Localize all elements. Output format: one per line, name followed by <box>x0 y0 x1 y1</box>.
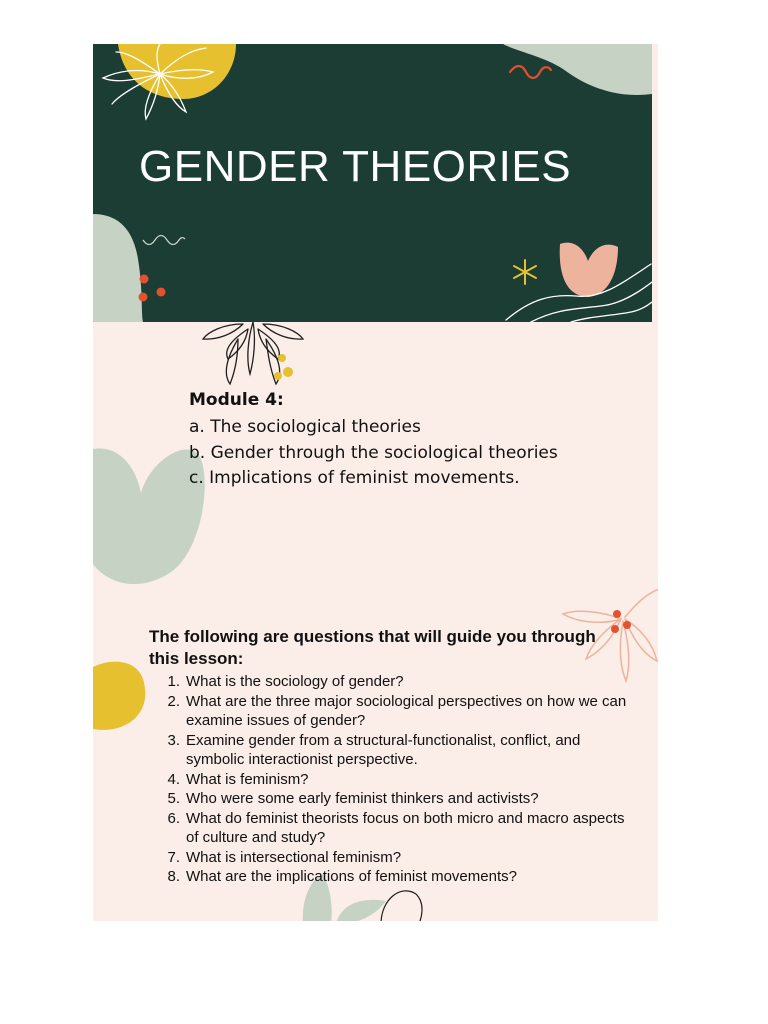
questions-intro: The following are questions that will guide you through this lesson: <box>149 627 596 668</box>
list-text: What do feminist theorists focus on both micro and macro aspects of culture and study? <box>186 809 625 846</box>
title-banner <box>93 44 652 322</box>
stem-lines-icon <box>501 254 652 322</box>
module-item: a. The sociological theories <box>189 417 421 437</box>
list-number: 7. <box>167 848 180 866</box>
list-item <box>149 867 629 887</box>
squiggle-icon <box>508 62 553 82</box>
list-number: 4. <box>167 770 180 788</box>
module-section <box>189 390 558 492</box>
wave-line-icon <box>141 234 186 248</box>
list-number: 2. <box>167 692 180 710</box>
list-item <box>149 692 629 731</box>
page-title: GENDER THEORIES <box>139 142 572 191</box>
list-number: 5. <box>167 790 180 807</box>
list-item <box>149 789 629 809</box>
list-item <box>149 672 629 692</box>
mustard-blob <box>93 659 148 734</box>
module-heading: Module 4: <box>189 390 284 410</box>
list-item <box>149 770 629 790</box>
list-text: What are the implications of feminist movements? <box>186 868 517 885</box>
list-text: What is intersectional feminism? <box>186 848 402 866</box>
list-text: What is the sociology of gender? <box>186 673 404 690</box>
list-item <box>149 731 629 770</box>
list-number: 6. <box>167 809 180 827</box>
list-number: 3. <box>167 731 180 749</box>
module-item: b. Gender through the sociological theories <box>189 442 558 463</box>
coral-dots-icon <box>137 272 172 304</box>
list-text: Examine gender from a structural-functionalist, conflict, and symbolic interactionist perspective. <box>186 731 581 768</box>
sparkle-icon <box>98 44 218 124</box>
sage-left-blob <box>93 214 148 322</box>
list-text: What are the three major sociological perspectives on how we can examine issues of gender? <box>186 692 627 729</box>
module-item: c. Implications of feminist movements. <box>189 468 520 488</box>
list-item <box>149 848 629 868</box>
list-item <box>149 809 629 848</box>
list-number: 8. <box>167 868 180 885</box>
slide-page <box>93 44 658 921</box>
list-text: What is feminism? <box>186 770 309 788</box>
flower-outline-icon <box>198 314 308 389</box>
list-number: 1. <box>167 673 180 690</box>
questions-list <box>149 672 629 887</box>
list-text: Who were some early feminist thinkers and activists? <box>186 790 539 807</box>
guiding-questions <box>149 626 629 887</box>
